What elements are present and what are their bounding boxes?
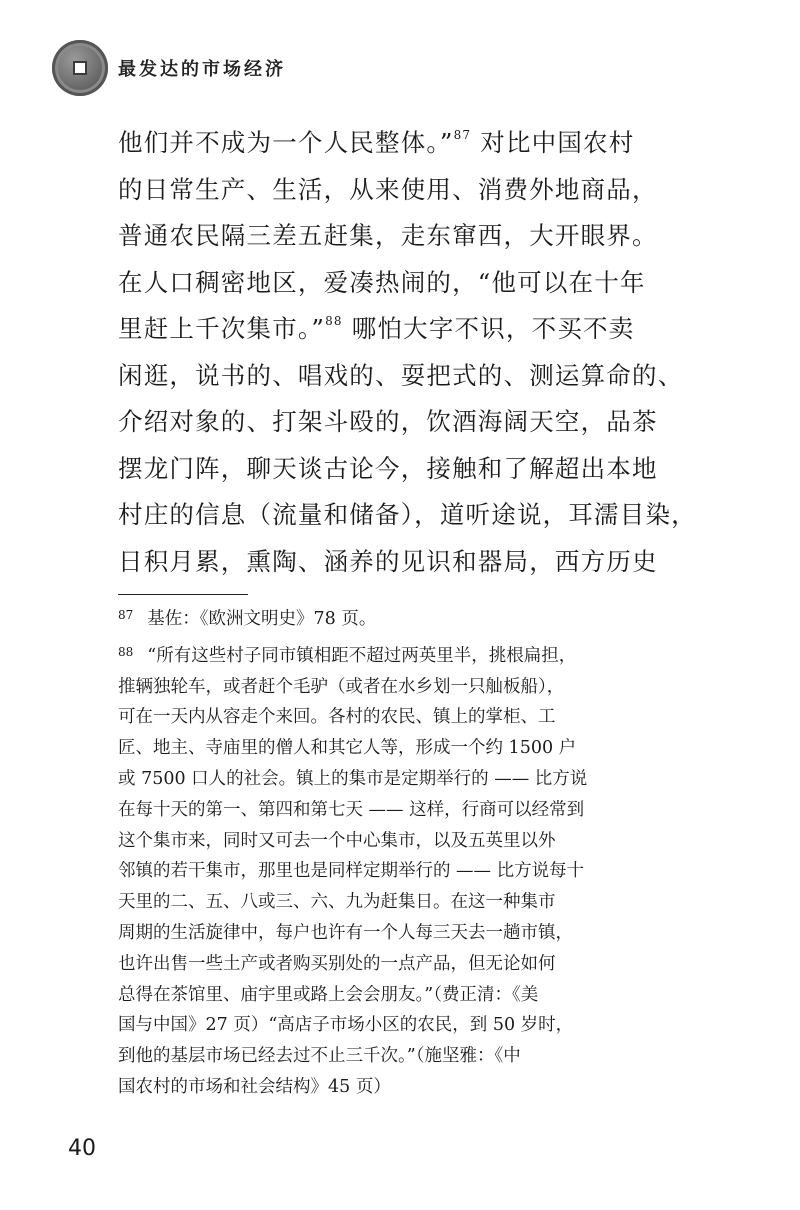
footnote-line [118,600,673,635]
footnote-88 [118,637,673,1103]
body-line-tail: 哪怕大字不识，不买不卖 [342,314,635,343]
footnote-mark: 87 [118,608,134,622]
footnote-line: 邻镇的若干集市，那里也是同样定期举行的 —— 比方说每十 [118,861,585,882]
body-line: 介绍对象的、打架斗殴的，饮酒海阔天空，品茶 [118,407,658,436]
body-line-tail: 对比中国农村 [471,128,635,157]
body-line: 日积月累，熏陶、涵养的见识和器局，西方历史 [118,546,658,576]
running-header [52,38,286,98]
body-line-text: 里赶上千次集市。” [118,314,326,343]
footnote-87 [118,600,673,635]
body-text [118,120,697,585]
footnote-line: 匠、地主、寺庙里的僧人和其它人等，形成一个约 1500 户 [118,738,577,759]
page-number: 40 [68,1136,96,1161]
footnote-line: 天里的二、五、八或三、六、九为赶集日。在这一种集市 [118,892,556,913]
footnote-line: 在每十天的第一、第四和第七天 —— 这样，行商可以经常到 [118,799,585,820]
footnote-text: 基佐：《欧洲文明史》78 页。 [147,609,377,629]
coin-square-hole [73,61,87,75]
footnote-ref-87[interactable]: 87 [453,128,472,142]
body-line-text: 他们并不成为一个人民整体。” [118,128,454,157]
body-line: 村庄的信息（流量和储备），道听途说，耳濡目染， [118,500,697,529]
ancient-coin-icon [52,40,108,96]
footnote-line: 国农村的市场和社会结构》45 页） [118,1076,391,1097]
body-line: 摆龙门阵，聊天谈古论今，接触和了解超出本地 [118,453,658,483]
footnote-line [118,637,673,672]
footnote-line: 到他的基层市场已经去过不止三千次。”（施坚雅：《中 [118,1046,521,1067]
footnote-line: 也许出售一些土产或者购买别处的一点产品，但无论如何 [118,953,556,974]
body-line: 在人口稠密地区，爱凑热闹的，“他可以在十年 [118,267,646,297]
running-header-title: 最发达的市场经济 [118,59,286,80]
footnote-line: 总得在茶馆里、庙宇里或路上会会朋友。”（费正清：《美 [118,984,539,1005]
footnote-line: 周期的生活旋律中，每户也许有一个人每三天去一趟市镇， [118,922,573,943]
footnote-mark: 88 [118,644,134,659]
footnote-line: 或 7500 口人的社会。镇上的集市是定期举行的 —— 比方说 [118,768,588,789]
footnote-line: 这个集市来，同时又可去一个中心集市，以及五英里以外 [118,830,556,851]
body-line: 的日常生产、生活，从来使用、消费外地商品， [118,174,658,204]
body-line [118,306,678,353]
footnote-line: 可在一天内从容走个来回。各村的农民、镇上的掌柜、工 [118,707,556,728]
footnote-line: 国与中国》27 页）“高店子市场小区的农民，到 50 岁时， [118,1015,574,1036]
body-line: 普通农民隔三差五赶集，走东窜西，大开眼界。 [118,221,658,250]
footnote-ref-88[interactable]: 88 [325,314,343,328]
footnote-divider [118,594,248,595]
footnote-line: 推辆独轮车，或者赶个毛驴（或者在水乡划一只舢板船）， [118,676,565,697]
footnote-text: “所有这些村子同市镇相距不超过两英里半，挑根扁担， [147,645,577,666]
footnotes [118,600,673,1105]
body-line: 闲逛，说书的、唱戏的、耍把式的、测运算命的、 [118,360,684,390]
body-line [118,120,678,167]
